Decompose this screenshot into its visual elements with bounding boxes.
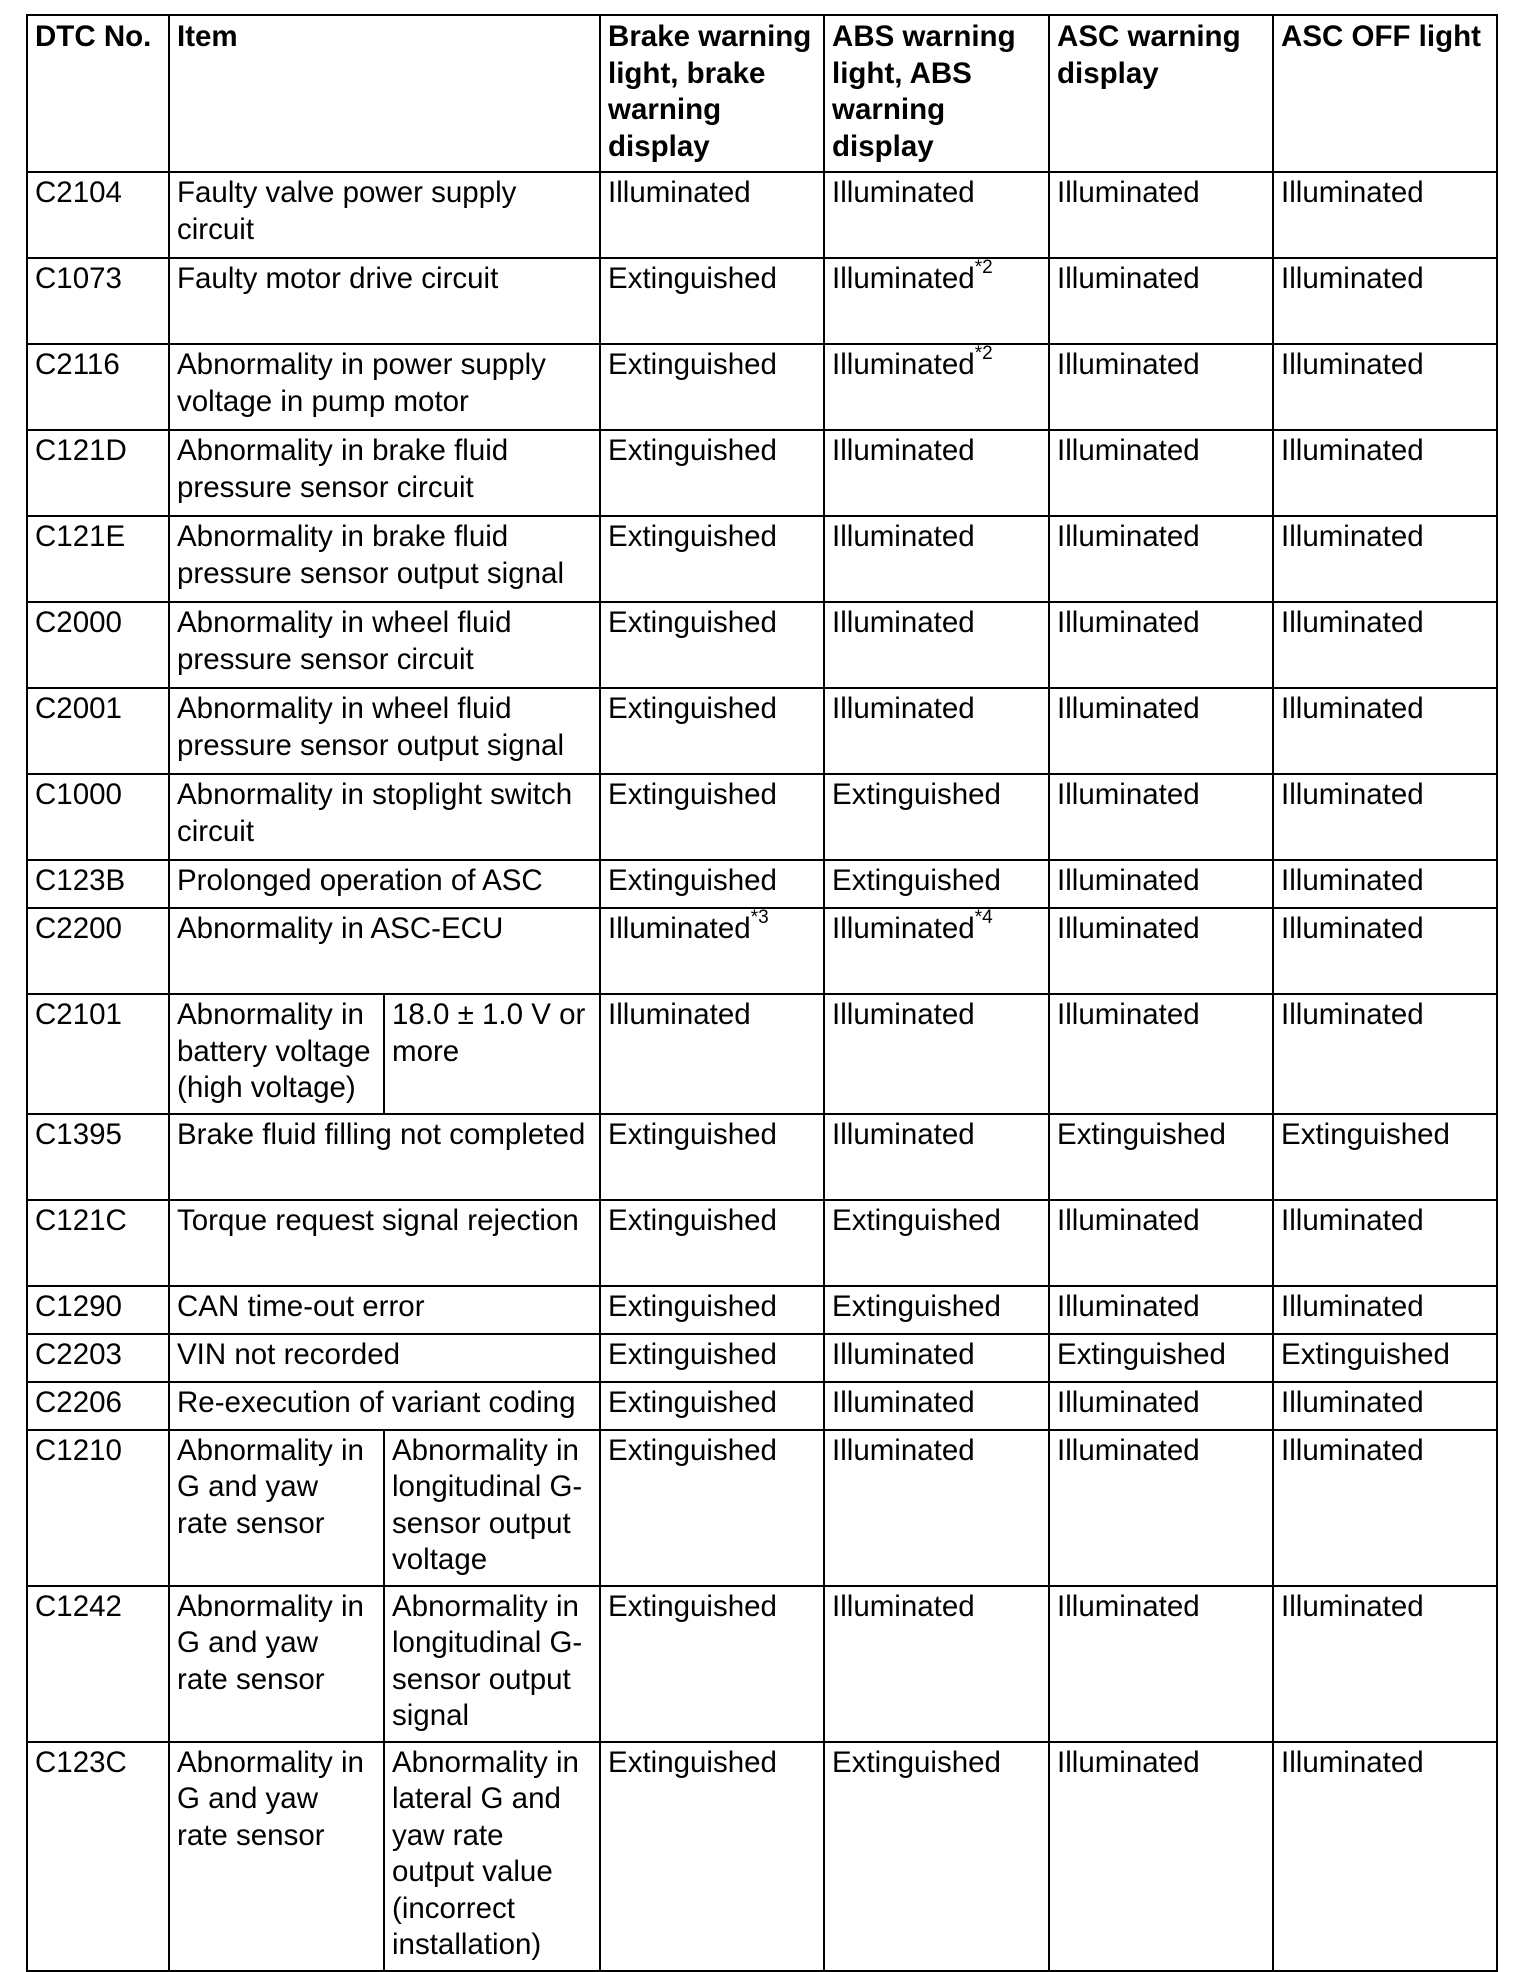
dtc-number-cell [27,860,169,908]
brake-warning-cell [600,172,824,258]
item-cell [169,344,600,430]
footnote-marker: *4 [974,907,993,929]
asc-off-light-cell-text: Illuminated [1281,912,1424,945]
item-cell-text: Prolonged operation of ASC [177,864,543,897]
abs-warning-cell [824,1334,1049,1382]
item-detail-cell-text: 18.0 ± 1.0 V or more [392,998,586,1068]
asc-off-light-cell [1273,172,1497,258]
asc-warning-cell-text: Illuminated [1057,692,1200,725]
asc-off-light-cell-text: Extinguished [1281,1337,1450,1371]
asc-off-light-cell-text: Illuminated [1281,1289,1424,1323]
table-row [27,258,1497,344]
item-cell-text: Abnormality in stoplight switch circuit [177,778,573,848]
item-cell-text: Faulty motor drive circuit [177,262,499,295]
brake-warning-cell [600,774,824,860]
asc-off-light-cell-text: Illuminated [1281,434,1424,467]
asc-off-light-cell-text: Illuminated [1281,176,1424,209]
item-cell [169,1200,600,1286]
dtc-number-cell-text: C1073 [35,262,122,295]
table-row [27,908,1497,994]
abs-warning-cell-text: Illuminated [832,1589,975,1623]
dtc-number-cell-text: C1395 [35,1117,122,1151]
brake-warning-cell-text: Extinguished [608,1433,777,1467]
asc-warning-cell-text: Illuminated [1057,262,1200,295]
dtc-number-cell-text: C1290 [35,1289,122,1323]
item-cell-text: Abnormality in wheel fluid pressure sensor circuit [177,606,512,676]
dtc-number-cell [27,430,169,516]
table-row [27,1586,1497,1742]
item-cell-text: Faulty valve power supply circuit [177,176,517,246]
dtc-number-cell-text: C123C [35,1745,127,1779]
item-cell [169,1334,600,1382]
brake-warning-cell [600,516,824,602]
dtc-number-cell-text: C121C [35,1203,127,1237]
dtc-number-cell [27,516,169,602]
abs-warning-cell [824,1586,1049,1742]
brake-warning-cell-text: Extinguished [608,348,777,381]
asc-off-light-cell-text: Illuminated [1281,1385,1424,1419]
abs-warning-cell-text: Extinguished [832,1289,1001,1323]
brake-warning-cell [600,344,824,430]
table-row [27,1430,1497,1586]
asc-warning-cell [1049,172,1273,258]
brake-warning-cell-text: Extinguished [608,606,777,639]
item-cell [169,774,600,860]
dtc-number-cell-text: C121E [35,520,126,553]
dtc-number-cell-text: C2206 [35,1385,122,1419]
item-cell [169,602,600,688]
asc-off-light-cell-text: Illuminated [1281,262,1424,295]
abs-warning-cell [824,1286,1049,1334]
asc-off-light-cell-text: Illuminated [1281,778,1424,811]
item-cell-text: Abnormality in G and yaw rate sensor [177,1589,364,1696]
asc-off-light-cell [1273,602,1497,688]
brake-warning-cell [600,258,824,344]
dtc-number-cell [27,1586,169,1742]
dtc-number-cell [27,908,169,994]
item-cell [169,1286,600,1334]
dtc-number-cell-text: C1000 [35,778,122,811]
item-cell [169,1430,384,1586]
dtc-number-cell [27,172,169,258]
asc-warning-cell-text: Illuminated [1057,1745,1200,1779]
brake-warning-cell [600,1200,824,1286]
brake-warning-cell [600,1742,824,1971]
abs-warning-cell-text: Illuminated [832,998,975,1031]
item-cell [169,1114,600,1200]
item-cell [169,430,600,516]
asc-warning-cell [1049,1586,1273,1742]
asc-warning-cell-text: Illuminated [1057,1203,1200,1237]
brake-warning-cell-text: Extinguished [608,520,777,553]
abs-warning-cell [824,516,1049,602]
asc-warning-cell-text: Illuminated [1057,998,1200,1031]
asc-warning-cell-text: Illuminated [1057,434,1200,467]
asc-warning-cell-text: Illuminated [1057,1433,1200,1467]
abs-warning-cell [824,908,1049,994]
asc-off-light-cell [1273,860,1497,908]
item-detail-cell-text: Abnormality in longitudinal G-sensor output voltage [392,1433,583,1576]
abs-warning-cell-text: Extinguished [832,864,1001,897]
table-row [27,172,1497,258]
abs-warning-cell-text: Illuminated [832,1433,975,1467]
header-dtc-no: DTC No. [27,15,169,172]
brake-warning-cell [600,1334,824,1382]
item-detail-cell [384,994,600,1114]
brake-warning-cell-text: Extinguished [608,864,777,897]
asc-warning-cell-text: Illuminated [1057,176,1200,209]
abs-warning-cell [824,1200,1049,1286]
item-detail-cell [384,1742,600,1971]
dtc-number-cell-text: C2116 [35,348,120,381]
table-row [27,1742,1497,1971]
asc-warning-cell [1049,688,1273,774]
asc-off-light-cell [1273,1742,1497,1971]
asc-warning-cell [1049,860,1273,908]
brake-warning-cell-text: Extinguished [608,692,777,725]
header-item: Item [169,15,600,172]
item-cell-text: Abnormality in ASC-ECU [177,912,504,945]
asc-warning-cell [1049,602,1273,688]
abs-warning-cell [824,344,1049,430]
header-abs-warning: ABS warning light, ABS warning display [824,15,1049,172]
table-row [27,774,1497,860]
asc-warning-cell [1049,1382,1273,1430]
asc-off-light-cell [1273,344,1497,430]
item-cell-text: Abnormality in wheel fluid pressure sensor output signal [177,692,565,762]
abs-warning-cell-text: Illuminated [832,692,975,725]
asc-warning-cell [1049,1286,1273,1334]
dtc-number-cell [27,994,169,1114]
table-row [27,602,1497,688]
item-cell [169,994,384,1114]
item-cell-text: Abnormality in G and yaw rate sensor [177,1745,364,1852]
abs-warning-cell [824,1382,1049,1430]
brake-warning-cell-text: Extinguished [608,434,777,467]
item-cell [169,1742,384,1971]
footnote-marker: *2 [974,343,993,365]
brake-warning-cell [600,602,824,688]
asc-off-light-cell [1273,1382,1497,1430]
dtc-number-cell-text: C2001 [35,692,122,725]
asc-warning-cell-text: Illuminated [1057,1385,1200,1419]
asc-warning-cell [1049,1742,1273,1971]
item-cell-text: Abnormality in battery voltage (high voltage) [177,998,371,1104]
dtc-number-cell [27,1286,169,1334]
asc-off-light-cell-text: Illuminated [1281,1203,1424,1237]
asc-warning-cell [1049,1200,1273,1286]
asc-off-light-cell-text: Illuminated [1281,1433,1424,1467]
abs-warning-cell-text: Illuminated [832,520,975,553]
abs-warning-cell-text: Extinguished [832,778,1001,811]
header-asc-warning: ASC warning display [1049,15,1273,172]
brake-warning-cell [600,1382,824,1430]
asc-warning-cell-text: Illuminated [1057,1589,1200,1623]
item-cell-text: Abnormality in brake fluid pressure sensor circuit [177,434,509,504]
item-detail-cell [384,1430,600,1586]
item-cell [169,1382,600,1430]
table-row [27,688,1497,774]
asc-warning-cell [1049,344,1273,430]
abs-warning-cell-text: Illuminated [832,1337,975,1371]
asc-off-light-cell [1273,908,1497,994]
abs-warning-cell [824,602,1049,688]
header-row [27,15,1497,172]
table-row [27,994,1497,1114]
abs-warning-cell [824,1114,1049,1200]
item-cell-text: Torque request signal rejection [177,1203,579,1237]
item-cell-text: Abnormality in G and yaw rate sensor [177,1433,364,1540]
asc-warning-cell [1049,258,1273,344]
item-cell-text: Abnormality in power supply voltage in pump motor [177,348,546,418]
asc-off-light-cell [1273,774,1497,860]
brake-warning-cell [600,994,824,1114]
brake-warning-cell [600,860,824,908]
dtc-number-cell-text: C2101 [35,998,122,1031]
dtc-number-cell [27,344,169,430]
header-brake-warning: Brake warning light, brake warning display [600,15,824,172]
asc-warning-cell-text: Illuminated [1057,778,1200,811]
abs-warning-cell-text: Illuminated [832,606,975,639]
dtc-number-cell [27,1430,169,1586]
brake-warning-cell [600,688,824,774]
item-cell [169,172,600,258]
brake-warning-cell-text: Illuminated [608,912,751,945]
brake-warning-cell [600,1114,824,1200]
table-row [27,1382,1497,1430]
brake-warning-cell [600,430,824,516]
table-row [27,516,1497,602]
asc-warning-cell-text: Illuminated [1057,348,1200,381]
dtc-table [26,14,1498,1972]
brake-warning-cell [600,1430,824,1586]
dtc-number-cell [27,602,169,688]
brake-warning-cell-text: Extinguished [608,1289,777,1323]
abs-warning-cell [824,774,1049,860]
dtc-number-cell [27,1742,169,1971]
abs-warning-cell-text: Illuminated [832,912,975,945]
asc-warning-cell [1049,994,1273,1114]
table-row [27,1200,1497,1286]
dtc-number-cell-text: C2104 [35,176,122,209]
abs-warning-cell-text: Illuminated [832,348,975,381]
asc-off-light-cell [1273,516,1497,602]
asc-warning-cell-text: Extinguished [1057,1337,1226,1371]
item-cell-text: Abnormality in brake fluid pressure sensor output signal [177,520,565,590]
brake-warning-cell [600,1286,824,1334]
asc-off-light-cell-text: Illuminated [1281,520,1424,553]
asc-warning-cell [1049,1430,1273,1586]
item-cell [169,908,600,994]
abs-warning-cell-text: Illuminated [832,434,975,467]
abs-warning-cell-text: Illuminated [832,262,975,295]
asc-off-light-cell [1273,1430,1497,1586]
item-cell-text: VIN not recorded [177,1337,401,1371]
asc-warning-cell [1049,774,1273,860]
asc-warning-cell [1049,1334,1273,1382]
asc-off-light-cell-text: Extinguished [1281,1117,1450,1151]
asc-off-light-cell [1273,1286,1497,1334]
asc-off-light-cell [1273,1114,1497,1200]
dtc-number-cell [27,774,169,860]
footnote-marker: *3 [750,907,769,929]
dtc-number-cell [27,1382,169,1430]
asc-off-light-cell [1273,688,1497,774]
table-row [27,1286,1497,1334]
dtc-number-cell [27,1200,169,1286]
brake-warning-cell-text: Illuminated [608,176,751,209]
asc-off-light-cell-text: Illuminated [1281,864,1424,897]
item-detail-cell [384,1586,600,1742]
dtc-number-cell-text: C2203 [35,1337,122,1371]
abs-warning-cell-text: Illuminated [832,1385,975,1419]
asc-off-light-cell [1273,1334,1497,1382]
asc-warning-cell [1049,430,1273,516]
table-row [27,344,1497,430]
item-cell-text: Brake fluid filling not completed [177,1117,586,1151]
asc-off-light-cell [1273,430,1497,516]
table-row [27,1114,1497,1200]
asc-off-light-cell [1273,994,1497,1114]
brake-warning-cell [600,908,824,994]
asc-off-light-cell-text: Illuminated [1281,692,1424,725]
abs-warning-cell [824,688,1049,774]
asc-off-light-cell-text: Illuminated [1281,348,1424,381]
brake-warning-cell-text: Extinguished [608,1745,777,1779]
asc-off-light-cell-text: Illuminated [1281,1745,1424,1779]
table-row [27,860,1497,908]
abs-warning-cell [824,258,1049,344]
abs-warning-cell-text: Illuminated [832,1117,975,1151]
asc-warning-cell-text: Illuminated [1057,1289,1200,1323]
brake-warning-cell-text: Extinguished [608,1385,777,1419]
asc-warning-cell-text: Illuminated [1057,606,1200,639]
dtc-number-cell [27,1334,169,1382]
brake-warning-cell-text: Extinguished [608,1203,777,1237]
abs-warning-cell-text: Extinguished [832,1203,1001,1237]
item-cell-text: CAN time-out error [177,1289,425,1323]
asc-warning-cell-text: Extinguished [1057,1117,1226,1151]
abs-warning-cell-text: Illuminated [832,176,975,209]
dtc-number-cell-text: C2200 [35,912,122,945]
asc-off-light-cell-text: Illuminated [1281,606,1424,639]
asc-off-light-cell [1273,1200,1497,1286]
abs-warning-cell [824,172,1049,258]
item-cell [169,258,600,344]
asc-off-light-cell-text: Illuminated [1281,998,1424,1031]
dtc-number-cell [27,688,169,774]
item-cell [169,516,600,602]
item-cell [169,860,600,908]
dtc-number-cell-text: C123B [35,864,126,897]
item-detail-cell-text: Abnormality in longitudinal G-sensor output signal [392,1589,583,1732]
asc-warning-cell [1049,908,1273,994]
table-row [27,1334,1497,1382]
header-asc-off-light: ASC OFF light [1273,15,1497,172]
abs-warning-cell [824,860,1049,908]
asc-warning-cell-text: Illuminated [1057,520,1200,553]
footnote-marker: *2 [974,257,993,279]
brake-warning-cell-text: Extinguished [608,778,777,811]
abs-warning-cell-text: Extinguished [832,1745,1001,1779]
dtc-number-cell-text: C121D [35,434,127,467]
abs-warning-cell [824,1742,1049,1971]
asc-off-light-cell [1273,1586,1497,1742]
item-detail-cell-text: Abnormality in lateral G and yaw rate output value (incorrect installation) [392,1745,579,1961]
asc-off-light-cell-text: Illuminated [1281,1589,1424,1623]
table-body [27,172,1497,1971]
item-cell [169,688,600,774]
table-row [27,430,1497,516]
brake-warning-cell-text: Extinguished [608,1117,777,1151]
asc-warning-cell [1049,1114,1273,1200]
asc-off-light-cell [1273,258,1497,344]
abs-warning-cell [824,430,1049,516]
item-cell-text: Re-execution of variant coding [177,1385,576,1419]
abs-warning-cell [824,1430,1049,1586]
asc-warning-cell-text: Illuminated [1057,912,1200,945]
dtc-number-cell-text: C1242 [35,1589,122,1623]
item-cell [169,1586,384,1742]
dtc-number-cell-text: C1210 [35,1433,122,1467]
dtc-number-cell [27,1114,169,1200]
brake-warning-cell-text: Extinguished [608,262,777,295]
dtc-number-cell [27,258,169,344]
brake-warning-cell [600,1586,824,1742]
asc-warning-cell-text: Illuminated [1057,864,1200,897]
brake-warning-cell-text: Illuminated [608,998,751,1031]
brake-warning-cell-text: Extinguished [608,1589,777,1623]
dtc-number-cell-text: C2000 [35,606,122,639]
abs-warning-cell [824,994,1049,1114]
brake-warning-cell-text: Extinguished [608,1337,777,1371]
asc-warning-cell [1049,516,1273,602]
